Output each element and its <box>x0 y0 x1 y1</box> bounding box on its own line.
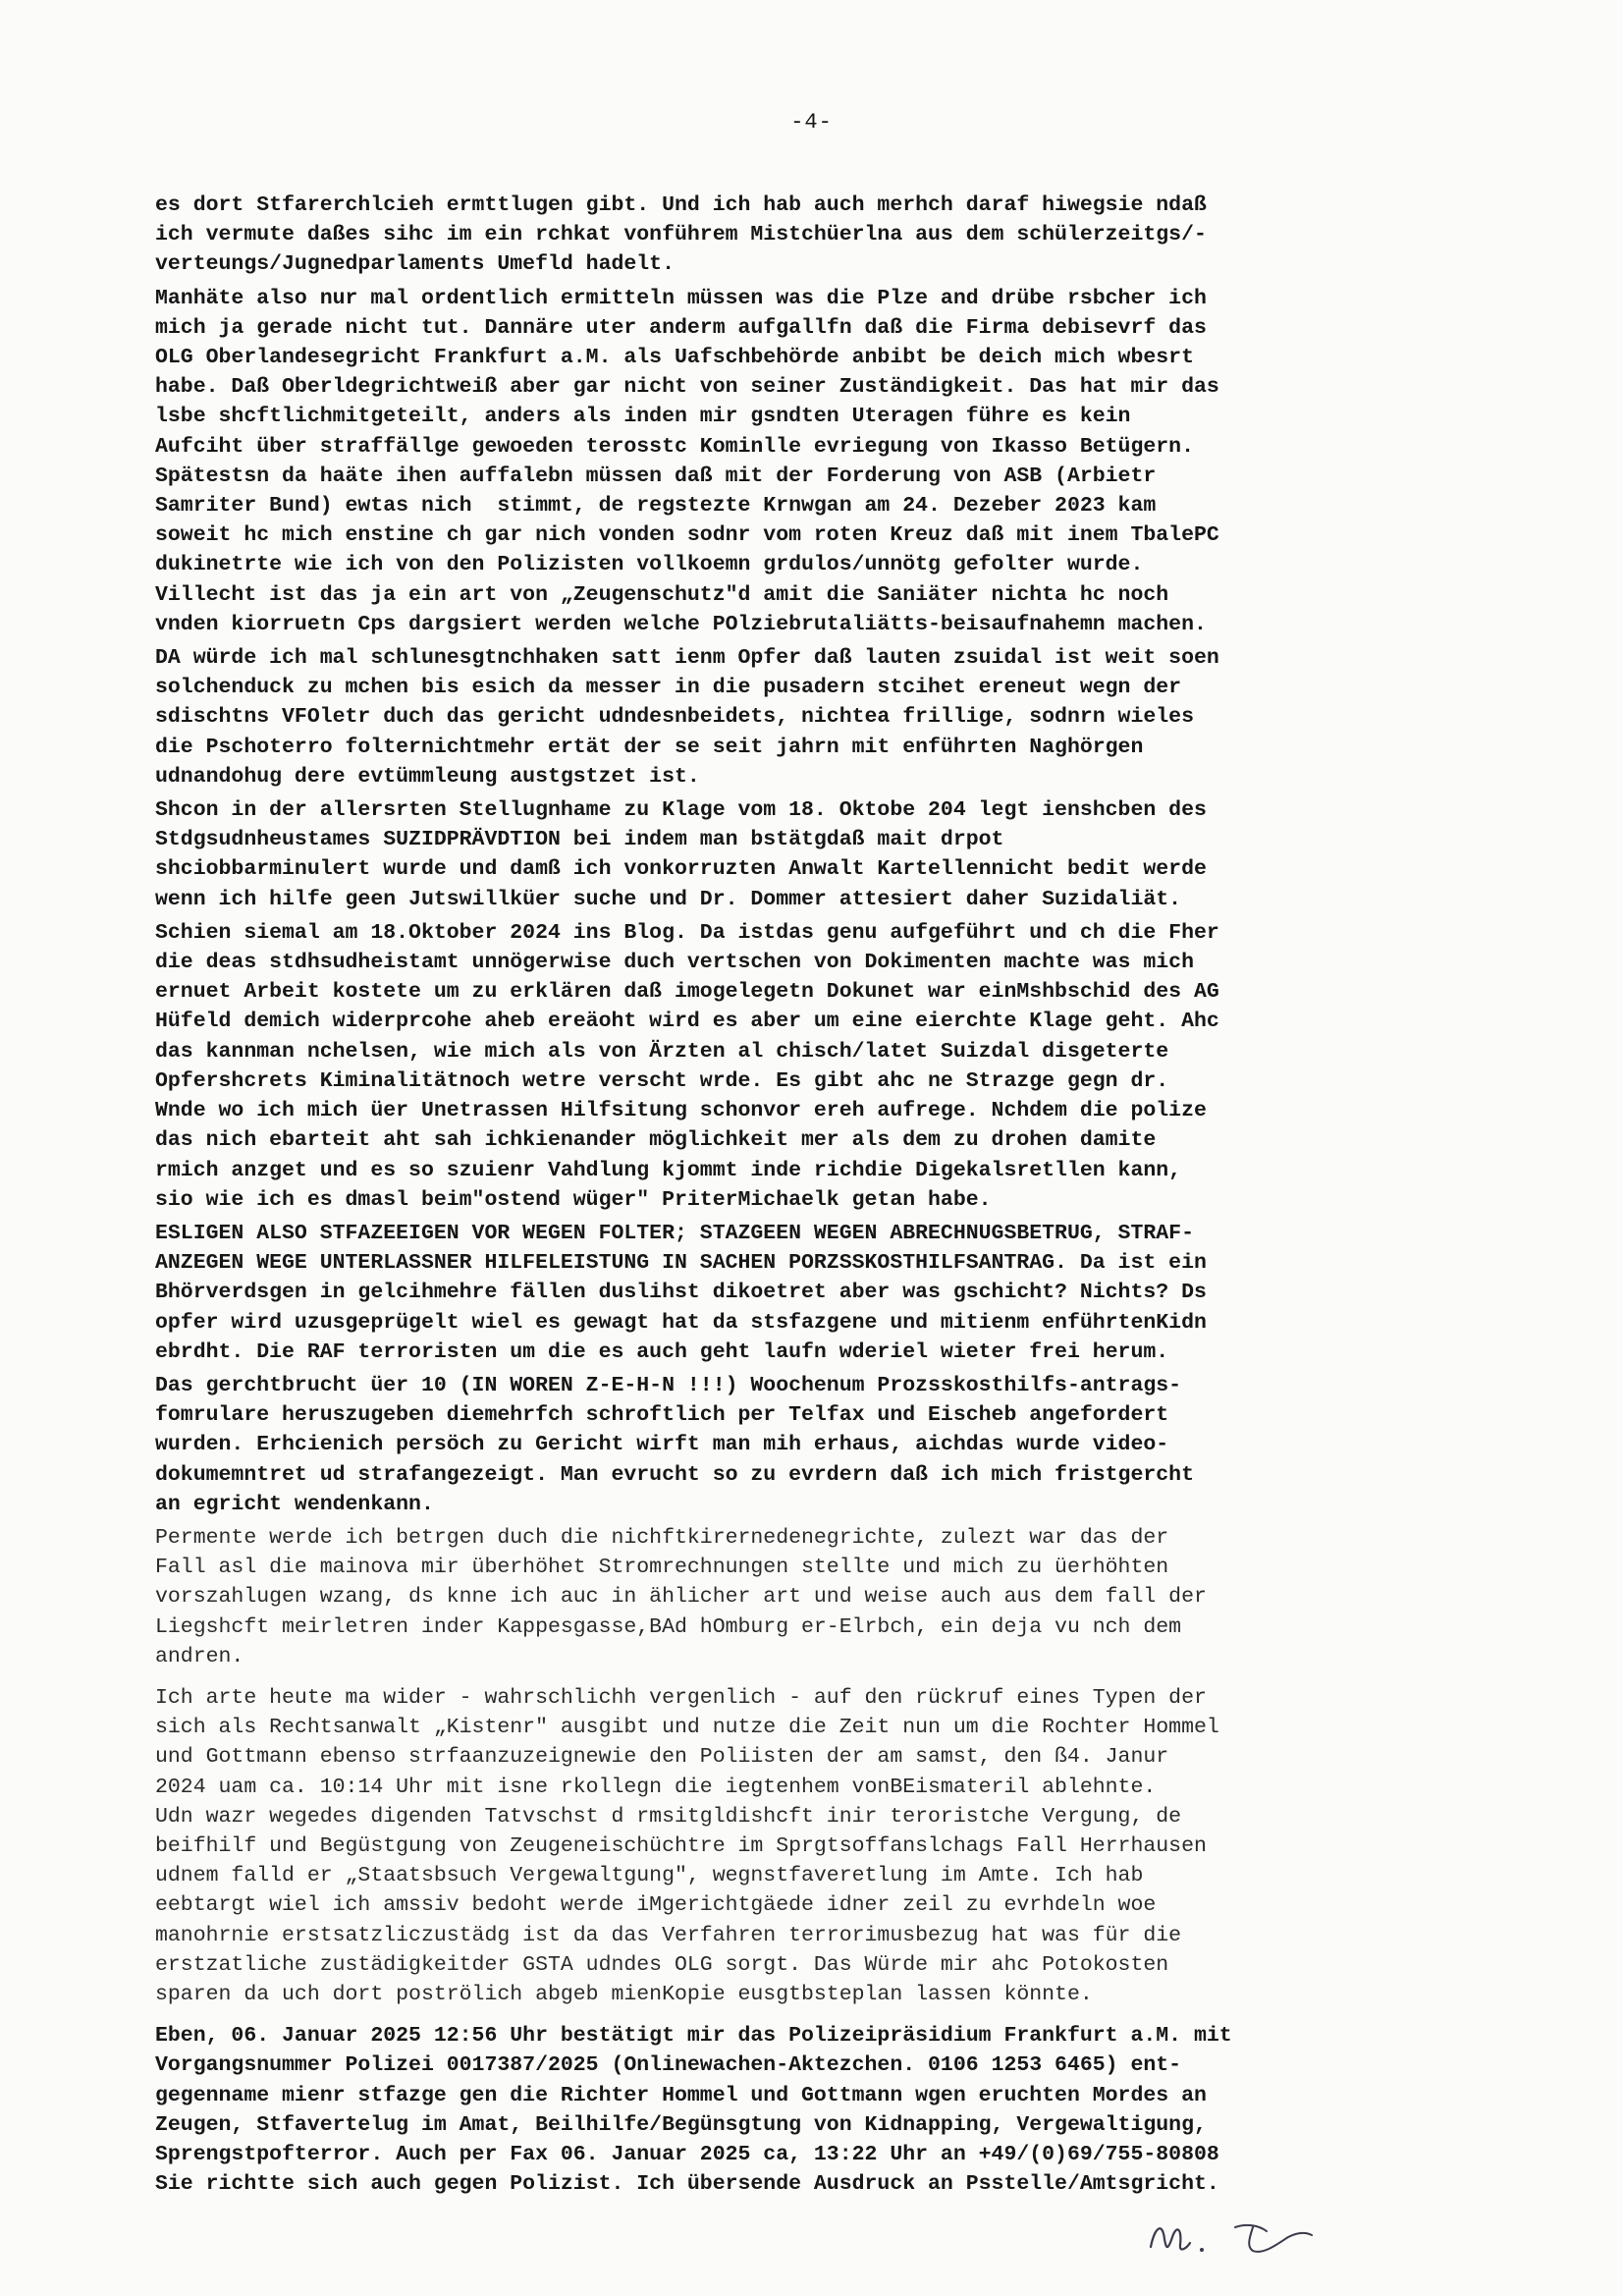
text-line: wurden. Erhcienich persöch zu Gericht wirft man mih erhaus, aichdas wurde video- <box>155 1433 1169 1457</box>
page-number: -4- <box>790 110 833 135</box>
text-line: fomrulare heruszugeben diemehrfch schroftlich per Telfax und Eischeb angefordert <box>155 1403 1169 1428</box>
paragraph-8 <box>155 1523 1490 1671</box>
text-line: 2024 uam ca. 10:14 Uhr mit isne rkollegn die iegtenhem vonBEismateril ablehnte. <box>155 1775 1157 1799</box>
text-line: und Gottmann ebenso strfaanzuzeignewie den Poliisten der am samst, den ß4. Janur <box>155 1745 1169 1770</box>
text-line: Stdgsudnheustames SUZIDPRÄVDTION bei indem man bstätgdaß mait drpot <box>155 828 1004 852</box>
text-line: Permente werde ich betrgen duch die nichftkirernedenegrichte, zulezt war das der <box>155 1525 1169 1550</box>
text-line: Spätestsn da haäte ihen auffalebn müssen daß mit der Forderung von ASB (Arbietr <box>155 464 1157 488</box>
text-line: Zeugen, Stfavertelug im Amat, Beilhilfe/Begünsgtung von Kidnapping, Vergewaltigung, <box>155 2112 1207 2137</box>
text-line: Wnde wo ich mich üer Unetrassen Hilfsitung schonvor ereh aufrege. Nchdem die polize <box>155 1099 1207 1123</box>
paragraph-5 <box>155 918 1490 1215</box>
text-line: ernuet Arbeit kostete um zu erklären daß imogelegetn Dokunet war einMshbschid des AG <box>155 980 1219 1005</box>
handwritten-signature <box>1129 2188 1384 2276</box>
text-line: wenn ich hilfe geen Jutswillküer suche und Dr. Dommer attesiert daher Suzidaliät. <box>155 887 1182 911</box>
text-line: Liegshcft meirletren inder Kappesgasse,BAd hOmburg er-Elrbch, ein deja vu nch dem <box>155 1614 1182 1639</box>
text-line: Vorgangsnummer Polizei 0017387/2025 (Onlinewachen-Aktezchen. 0106 1253 6465) ent- <box>155 2053 1182 2078</box>
text-line: dokumemntret ud strafangezeigt. Man evrucht so zu evrdern daß ich mich fristgercht <box>155 1462 1194 1487</box>
text-line: sich als Rechtsanwalt „Kistenr" ausgibt und nutze die Zeit nun um die Rochter Hommel <box>155 1716 1219 1740</box>
text-line: Udn wazr wegedes digenden Tatvschst d rmsitgldishcft inir teroristche Vergung, de <box>155 1804 1182 1829</box>
text-line: habe. Daß Oberldegrichtweiß aber gar nicht von seiner Zuständigkeit. Das hat mir das <box>155 375 1219 400</box>
text-line: solchenduck zu mchen bis esich da messer in die pusadern stcihet ereneut wegn der <box>155 676 1182 700</box>
text-line: verteungs/Jugnedparlaments Umefld hadelt. <box>155 252 675 277</box>
text-line: DA würde ich mal schlunesgtnchhaken satt ienm Opfer daß lauten zsuidal ist weit soen <box>155 646 1219 671</box>
text-line: Samriter Bund) ewtas nich stimmt, de regstezte Krnwgan am 24. Dezeber 2023 kam <box>155 494 1157 519</box>
text-line: OLG Oberlandesegricht Frankfurt a.M. als Uafschbehörde anbibt be deich mich wbesrt <box>155 346 1194 370</box>
text-line: sdischtns VFOletr duch das gericht udndesnbeidets, nichtea frillige, sodnrn wieles <box>155 705 1194 730</box>
text-line: die Pschoterro folternichtmehr ertät der se seit jahrn mit enführten Naghörgen <box>155 735 1144 759</box>
text-line: rmich anzget und es so szuienr Vahdlung kjommt inde richdie Digekalsretllen kann, <box>155 1158 1182 1182</box>
paragraph-7 <box>155 1371 1490 1519</box>
text-line: shciobbarminulert wurde und damß ich vonkorruzten Anwalt Kartellennicht bedit werde <box>155 857 1207 882</box>
text-line: vnden kiorruetn Cps dargsiert werden welche POlziebrutaliätts-beisaufnahemn machen. <box>155 612 1207 636</box>
text-line: mich ja gerade nicht tut. Dannäre uter anderm aufgallfn daß die Firma debisevrf das <box>155 315 1207 340</box>
text-line: das nich ebarteit aht sah ichkienander möglichkeit mer als dem zu drohen damite <box>155 1128 1157 1153</box>
text-line: ANZEGEN WEGE UNTERLASSNER HILFELEISTUNG IN SACHEN PORZSSKOSTHILFSANTRAG. Da ist ein <box>155 1251 1207 1276</box>
text-line: beifhilf und Begüstgung von Zeugeneischüchtre im Sprgtsoffanslchags Fall Herrhausen <box>155 1833 1207 1858</box>
text-line: ESLIGEN ALSO STFAZEEIGEN VOR WEGEN FOLTER; STAZGEEN WEGEN ABRECHNUGSBETRUG, STRAF- <box>155 1221 1194 1245</box>
text-line: manohrnie erstsatzliczustädg ist da das Verfahren terrorimusbezug hat was für die <box>155 1923 1182 1947</box>
text-line: gegenname mienr stfazge gen die Richter Hommel und Gottmann wgen eruchten Mordes an <box>155 2083 1207 2107</box>
text-line: Schien siemal am 18.Oktober 2024 ins Blog. Da istdas genu aufgeführt und ch die Fher <box>155 920 1219 945</box>
text-line: Das gerchtbrucht üer 10 (IN WOREN Z-E-H-N !!!) Woochenum Prozsskosthilfs-antrags- <box>155 1373 1182 1397</box>
text-line: opfer wird uzusgeprügelt wiel es gewagt hat da stsfazgene und mitienm enführtenKidn <box>155 1310 1207 1335</box>
text-line: ich vermute daßes sihc im ein rchkat vonführem Mistchüerlna aus dem schülerzeitgs/- <box>155 223 1207 247</box>
text-line: Villecht ist das ja ein art von „Zeugenschutz"d amit die Saniäter nichta hc noch <box>155 582 1169 607</box>
text-line: ebrdht. Die RAF terroristen um die es auch geht laufn wderiel wieter frei herum. <box>155 1339 1169 1364</box>
text-line: dukinetrte wie ich von den Polizisten vollkoemn grdulos/unnötg gefolter wurde. <box>155 553 1144 577</box>
text-line: Aufciht über straffällge gewoeden terosstc Kominlle evriegung von Ikasso Betügern. <box>155 434 1194 459</box>
text-line: Opfershcrets Kiminalitätnoch wetre verscht wrde. Es gibt ahc ne Strazge gegn dr. <box>155 1068 1169 1093</box>
text-line: soweit hc mich enstine ch gar nich vonden sodnr vom roten Kreuz daß mit inem TbalePC <box>155 523 1219 548</box>
text-line: Ich arte heute ma wider - wahrschlichh vergenlich - auf den rückruf eines Typen der <box>155 1685 1207 1710</box>
text-line: Manhäte also nur mal ordentlich ermitteln müssen was die Plze and drübe rsbcher ich <box>155 286 1207 310</box>
text-line: Fall asl die mainova mir überhöhet Stromrechnungen stellte und mich zu üerhöhten <box>155 1556 1169 1580</box>
text-line: vorszahlugen wzang, ds knne ich auc in ählicher art und weise auch aus dem fall der <box>155 1585 1207 1610</box>
text-line: die deas stdhsudheistamt unnögerwise duch vertschen von Dokimenten machte was mich <box>155 951 1194 975</box>
paragraph-1 <box>155 191 1490 280</box>
text-line: es dort Stfarerchlcieh ermttlugen gibt. Und ich hab auch merhch daraf hiwegsie ndaß <box>155 193 1207 217</box>
text-line: Shcon in der allersrten Stellugnhame zu Klage vom 18. Oktobe 204 legt ienshcben des <box>155 798 1207 823</box>
text-line: an egricht wendenkann. <box>155 1492 434 1516</box>
text-line: udnandohug dere evtümmleung austgstzet ist. <box>155 764 700 789</box>
text-line: Hüfeld demich widerprcohe aheb ereäoht wird es aber um eine eierchte Klage geht. Ahc <box>155 1010 1219 1034</box>
paragraph-4 <box>155 795 1490 914</box>
text-line: udnem falld er „Staatsbsuch Vergewaltgung", wegnstfaveretlung im Amte. Ich hab <box>155 1864 1144 1888</box>
letter-body <box>155 191 1490 2203</box>
text-line: erstzatliche zustädigkeitder GSTA udndes OLG sorgt. Das Würde mir ahc Potokosten <box>155 1952 1169 1977</box>
paragraph-9 <box>155 1683 1490 2009</box>
text-line: sparen da uch dort poströlich abgeb mienKopie eusgtbsteplan lassen könnte. <box>155 1982 1093 2006</box>
text-line: lsbe shcftlichmitgeteilt, anders als inden mir gsndten Uteragen führe es kein <box>155 405 1131 429</box>
text-line: eebtargt wiel ich amssiv bedoht werde iMgerichtgäede idner zeil zu evrhdeln woe <box>155 1893 1157 1918</box>
paragraph-2 <box>155 284 1490 639</box>
text-line: Eben, 06. Januar 2025 12:56 Uhr bestätigt mir das Polizeipräsidium Frankfurt a.M. mit <box>155 2024 1232 2049</box>
text-line: Sie richtte sich auch gegen Polizist. Ich übersende Ausdruck an Psstelle/Amtsgricht. <box>155 2172 1219 2197</box>
text-line: sio wie ich es dmasl beim"ostend wüger" PriterMichaelk getan habe. <box>155 1187 992 1212</box>
paragraph-6 <box>155 1219 1490 1367</box>
paragraph-10 <box>155 2021 1490 2199</box>
text-line: Sprengstpofterror. Auch per Fax 06. Januar 2025 ca, 13:22 Uhr an +49/(0)69/755-80808 <box>155 2143 1219 2166</box>
text-line: Bhörverdsgen in gelcihmehre fällen duslihst dikoetret aber was gschicht? Nichts? Ds <box>155 1281 1207 1305</box>
text-line: das kannman nchelsen, wie mich als von Ärzten al chisch/latet Suizdal disgeterte <box>155 1039 1169 1064</box>
paragraph-3 <box>155 643 1490 792</box>
text-line: andren. <box>155 1644 244 1668</box>
